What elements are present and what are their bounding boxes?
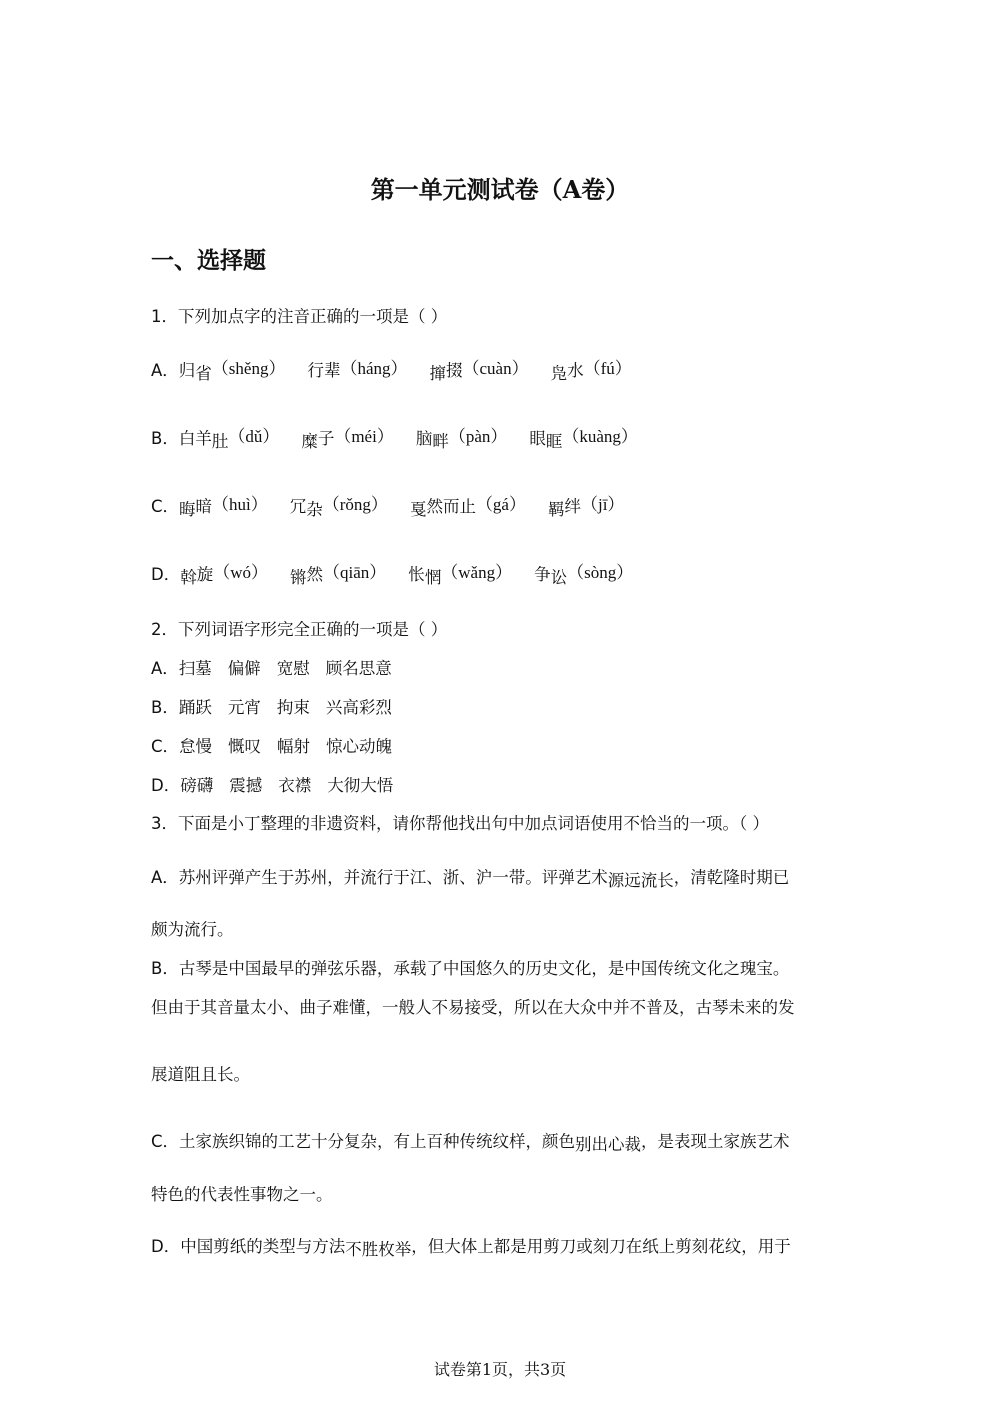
- question-3-stem: 3．下面是小丁整理的非遗资料，请你帮他找出句中加点词语使用不恰当的一项。（ ）: [151, 814, 769, 833]
- question-3-option-d-line-1: D．中国剪纸的类型与方法不胜枚举，但大体上都是用剪刀或刻刀在纸上剪刻花纹，用于: [151, 1237, 791, 1259]
- question-2-option-c: C．怠慢 慨叹 幅射 惊心动魄: [151, 737, 393, 756]
- question-3-option-c-line-2: 特色的代表性事物之一。: [151, 1185, 333, 1204]
- question-3-option-b-line-3: 展道阻且长。: [151, 1065, 250, 1084]
- question-2-option-a: A．扫墓 偏僻 宽慰 顾名思意: [151, 659, 392, 678]
- question-2-option-b: B．踊跃 元宵 拘束 兴高彩烈: [151, 698, 392, 717]
- question-1-option-a: A．归省（shěng） 行辈（háng） 撺掇（cuàn） 凫水（fú）: [151, 359, 632, 383]
- page-footer: 试卷第1页，共3页: [433, 1360, 567, 1379]
- question-3-option-c-line-1: C．土家族织锦的工艺十分复杂，有上百种传统纹样，颜色别出心裁，是表现土家族艺术: [151, 1132, 790, 1154]
- question-1-option-d: D．斡旋（wó） 锵然（qiān） 怅惘（wǎng） 争讼（sòng）: [151, 563, 634, 587]
- question-1-option-b: B．白羊肚（dǔ） 糜子（méi） 脑畔（pàn） 眼眶（kuàng）: [151, 427, 638, 451]
- question-2-stem: 2．下列词语字形完全正确的一项是（ ）: [151, 620, 448, 639]
- question-3-option-a-line-1: A．苏州评弹产生于苏州，并流行于江、浙、沪一带。评弹艺术源远流长，清乾隆时期已: [151, 868, 790, 890]
- question-3-option-b-line-1: B．古琴是中国最早的弹弦乐器，承载了中国悠久的历史文化，是中国传统文化之瑰宝。: [151, 959, 790, 978]
- page-title: 第一单元测试卷（A卷）: [370, 175, 630, 204]
- question-3-option-a-line-2: 颇为流行。: [151, 920, 234, 939]
- question-3-option-b-line-2: 但由于其音量太小、曲子难懂，一般人不易接受，所以在大众中并不普及，古琴未来的发: [151, 998, 795, 1017]
- question-2-option-d: D．磅礴 震撼 衣襟 大彻大悟: [151, 776, 394, 795]
- section-heading: 一、选择题: [151, 248, 266, 274]
- question-1-stem: 1．下列加点字的注音正确的一项是（ ）: [151, 307, 448, 326]
- question-1-option-c: C．晦暗（huì） 冗杂（rǒng） 戛然而止（gá） 羁绊（jī）: [151, 495, 625, 519]
